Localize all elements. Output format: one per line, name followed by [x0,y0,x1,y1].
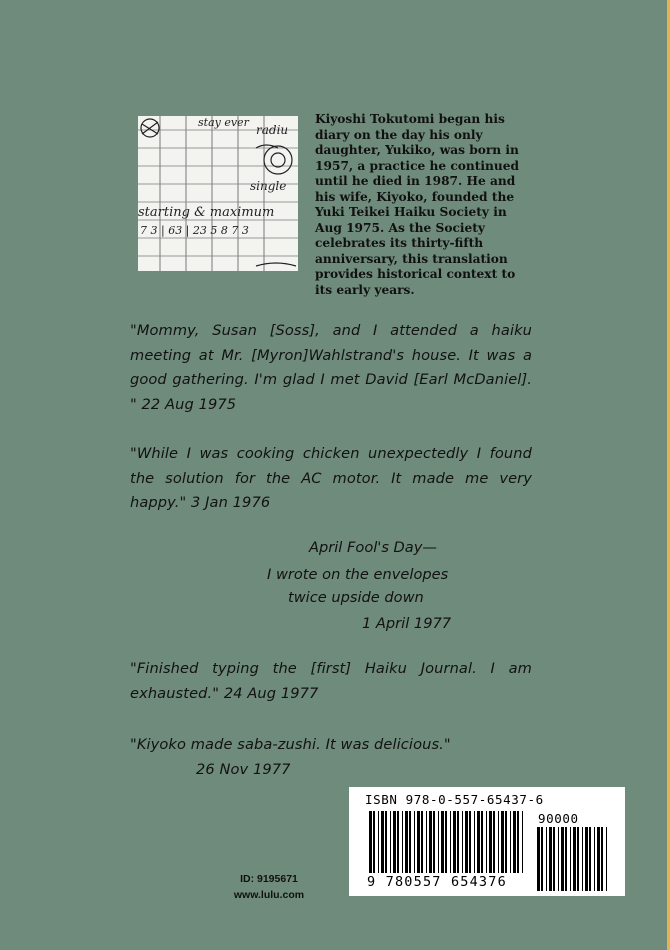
barcode-bar [594,827,595,891]
barcode-bar [402,811,403,873]
barcode-bar [429,811,432,873]
barcode-bar [513,811,516,873]
diary-quote-3: "Finished typing the [first] Haiku Journal. I am exhausted." 24 Aug 1977 [130,660,532,702]
diary-quote-1: "Mommy, Susan [Soss], and I attended a haiku meeting at Mr. [Myron]Wahlstrand's house. It was a good gathering. I'm glad I met David [Earl McDaniel]. " 22 Aug 1975 [130,322,532,413]
publisher-info [229,871,309,903]
diary-quote-4 [130,733,532,782]
diary-handwriting-3: single [250,179,287,193]
barcode-bar [510,811,511,873]
barcode-bar [585,827,588,891]
publisher-id: ID: 9195671 [240,873,298,885]
barcode-bar [573,827,576,891]
barcode-bar [414,811,415,873]
barcode-bar [565,827,567,891]
barcode-bar [378,811,379,873]
diary-handwriting-2: radiu [256,123,289,137]
barcode-digits: 9 780557 654376 [367,874,507,890]
barcode-bar [486,811,487,873]
diary-quote-2: "While I was cooking chicken unexpectedly I found the solution for the AC motor. It made me very happy." 3 Jan 1976 [130,445,532,511]
barcode-bar [477,811,480,873]
haiku [130,539,532,639]
barcode-bar [462,811,463,873]
barcode-bar [553,827,555,891]
barcode-bar [606,827,607,891]
isbn-barcode [349,787,625,896]
barcode-bar [541,827,543,891]
barcode-bar [421,811,423,873]
barcode-bar [537,827,540,891]
barcode-bar [493,811,495,873]
haiku-line-2: I wrote on the envelopes [267,566,449,583]
barcode-bar [517,811,519,873]
barcode-bar [381,811,384,873]
barcode-bar [409,811,411,873]
isbn-label: ISBN 978-0-557-65437-6 [365,792,544,807]
barcode-bar [589,827,591,891]
barcode-bar [546,827,547,891]
barcode-bar [498,811,499,873]
barcode-bar [481,811,483,873]
diary-handwriting-4: starting & maximum [138,205,275,220]
barcode-bar [453,811,456,873]
barcode-bar [369,811,372,873]
barcode-bar [450,811,451,873]
diary-handwriting-1: stay ever [198,116,249,129]
barcode-bar [373,811,375,873]
barcode-bar [561,827,564,891]
barcode-bar [501,811,504,873]
diary-photo-drawing [138,116,298,271]
barcode-bar [597,827,600,891]
barcode-bar [474,811,475,873]
haiku-line-3: twice upside down [288,589,424,606]
diary-quote-4-date: 26 Nov 1977 [196,760,291,778]
diary-photo [138,116,298,271]
barcode-bar [570,827,571,891]
haiku-line-1: April Fool's Day— [309,539,437,556]
diary-quote-4-text: "Kiyoko made saba-zushi. It was delicious." [130,736,451,753]
barcode-bar [505,811,507,873]
barcode-bar [433,811,435,873]
barcode-bar [457,811,459,873]
haiku-date: 1 April 1977 [362,615,452,632]
blurb-paragraph: Kiyoshi Tokutomi began his diary on the day his only daughter, Yukiko, was born in 1957, a practice he continued until he died in 1987. He and his wife, Kiyoko, founded the Yuki Teikei Haiku Society in Aug 1975. As the Society celebrates its thirty-fifth anniversary, this translation provides historical context to its early years. [315,112,520,297]
barcode-bar [582,827,583,891]
barcode-bar [465,811,468,873]
barcode-bar [393,811,396,873]
barcode-bar [469,811,471,873]
barcode-bar [489,811,492,873]
barcode-bar [549,827,552,891]
barcode-bar [558,827,559,891]
barcode-bar [522,811,523,873]
barcode-bar [577,827,579,891]
barcode-bar [405,811,408,873]
publisher-url: www.lulu.com [233,889,305,901]
barcode-bar [390,811,391,873]
barcode-bar [438,811,439,873]
barcode-bar [385,811,387,873]
barcode-bar [445,811,447,873]
barcode-bar [426,811,427,873]
barcode-bar [397,811,399,873]
barcode-bar [601,827,603,891]
diary-table-row: 7 3 | 63 | 23 5 8 7 3 [140,224,249,237]
barcode-bar [441,811,444,873]
price-code: 90000 [538,811,579,826]
barcode-bar [417,811,420,873]
